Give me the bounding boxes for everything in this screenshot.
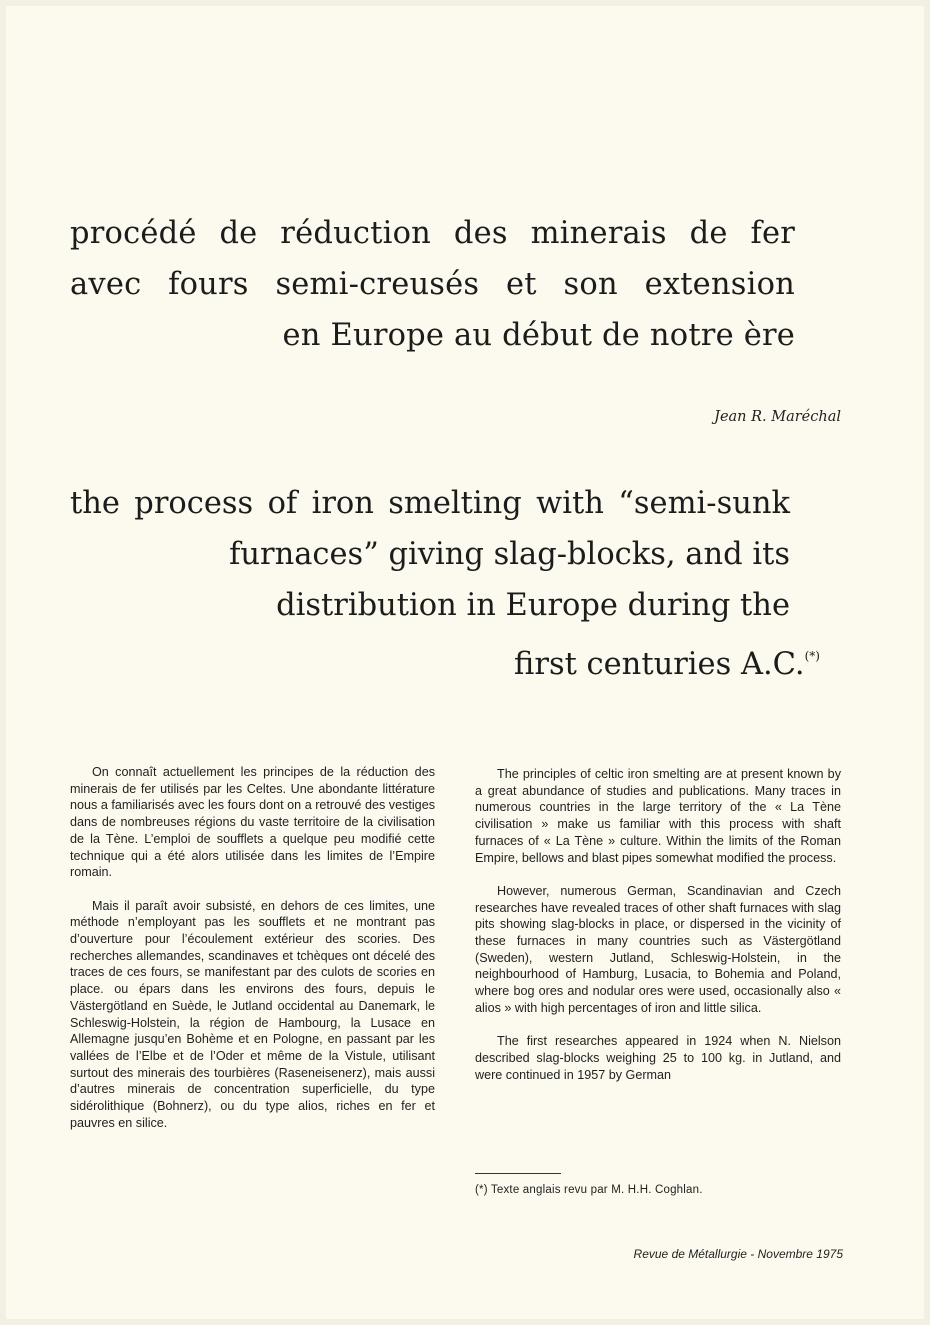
footnote-divider [475,1173,561,1174]
author-name: Jean R. Maréchal [714,409,841,425]
right-column-english [475,766,841,1100]
footnote-text: (*) Texte anglais revu par M. H.H. Coghlan. [475,1184,703,1196]
english-paragraph-1: The principles of celtic iron smelting are at present known by a great abundance of studies and publications. Many traces in numerous countries in the large territory of the « La Tène civilisation » make us familiar with this process with shaft furnaces of « La Tène » culture. Within the limits of the Roman Empire, bellows and blast pipes somewhat modified the process. [475,767,841,865]
french-title-line-2: avec fours semi-creusés et son extension [70,267,795,302]
journal-footer: Revue de Métallurgie - Novembre 1975 [633,1247,843,1261]
french-paragraph-1: On connaît actuellement les principes de la réduction des minerais de fer utilisés par les Celtes. Une abondante littérature nous a familiarisés avec les fours dont on a retrouvé des vestiges dans de nombreuses régions du vaste territoire de la civilisation de la Tène. L’emploi de soufflets a quelque peu modifié cette technique qui a été alors utilisée dans les limites de l’Empire romain. [70,765,435,880]
english-title-line-4 [70,631,820,690]
french-title-line-1: procédé de réduction des minerais de fer [70,216,795,251]
footnote-marker: (*) [804,649,820,663]
french-title-line-3: en Europe au début de notre ère [282,318,795,353]
left-column-french [70,764,435,1148]
english-title-line-1: the process of iron smelting with “semi-sunk [70,486,790,521]
english-title [70,478,820,690]
english-title-line-4-text: first centuries A.C. [514,647,805,682]
french-paragraph-2: Mais il paraît avoir subsisté, en dehors de ces limites, une méthode n’employant pas les soufflets et ne montrant pas d’ouverture pour l’écoulement extérieur des scories. Des recherches allemandes, scandinaves et tchèques ont décelé des traces de ces fours, se manifestant par des culots de scories en place. ou épars dans les environs des fours, depuis le Västergötland en Suède, le Jutland occidental au Danemark, le Schleswig-Holstein, la région de Hambourg, la Lusace en Allemagne jusqu’en Bohème et en Pologne, en passant par les vallées de l’Elbe et de l’Oder et même de la Vistule, utilisant surtout des minerais des tourbières (Raseneisenerz), mais aussi d’autres minerais de concentration superficielle, du type sidérolithique (Bohnerz), ou du type alios, riches en fer et pauvres en silice. [70,898,435,1130]
english-paragraph-3: The first researches appeared in 1924 when N. Nielson described slag-blocks weighing 25 to 100 kg. in Jutland, and were continued in 1957 by German [475,1034,841,1082]
english-title-line-2: furnaces” giving slag-blocks, and its [229,537,790,572]
french-title [70,208,795,361]
english-paragraph-2: However, numerous German, Scandinavian and Czech researches have revealed traces of other shaft furnaces with slag pits showing slag-blocks in place, or dispersed in the vicinity of these furnaces in many countries such as Västergötland (Sweden), western Jutland, Schleswig-Holstein, in the neighbourhood of Hamburg, Lusacia, to Bohemia and Poland, where bog ores and nodular ores were used, occasionally also « alios » with high percentages of iron and little silica. [475,883,841,1015]
english-title-line-3: distribution in Europe during the [276,588,790,623]
